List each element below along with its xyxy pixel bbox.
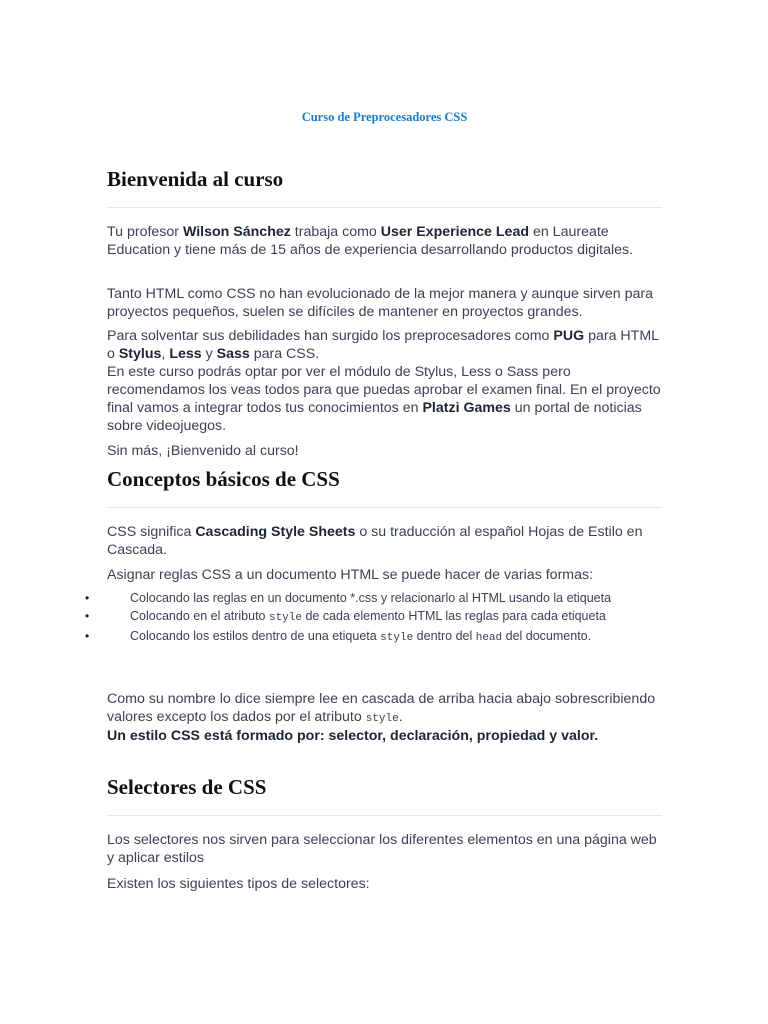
bullet-icon: • (85, 591, 90, 605)
bold-text: Sass (216, 346, 250, 362)
text: Colocando en el atributo (130, 609, 269, 623)
methods-list (85, 590, 662, 648)
list-item (85, 628, 662, 646)
bold-text: Less (169, 346, 202, 362)
text: o su traducción al español Hojas de Estilo en Cascada. (107, 524, 643, 558)
bullet-icon: • (85, 629, 90, 643)
text: , (161, 346, 170, 362)
paragraph-bienvenido: Sin más, ¡Bienvenido al curso! (107, 443, 299, 459)
paragraph-cascada (107, 690, 662, 728)
text: CSS significa (107, 524, 196, 540)
text: En este curso podrás optar por ver el módulo de Stylus, Less o Sass pero recomendamos los veas todos para que puedas aprobar el examen final. En el proyecto final vamos a integrar todos tus conocimientos en (107, 364, 661, 416)
text: del documento. (502, 629, 592, 643)
text: para HTML o (107, 328, 659, 362)
code-text: style (365, 713, 399, 725)
text: para CSS. (249, 346, 320, 362)
text: en Laureate Education y tiene más de 15 años de experiencia desarrollando productos digitales. (107, 224, 634, 258)
text: Para solventar sus debilidades han surgido los preprocesadores como (107, 328, 554, 344)
paragraph-preprocesadores (107, 327, 662, 435)
text: un portal de noticias sobre videojuegos. (107, 400, 642, 434)
text: de cada elemento HTML las reglas para cada etiqueta (302, 609, 606, 623)
code-text: head (475, 632, 503, 644)
paragraph-asignar-reglas: Asignar reglas CSS a un documento HTML se puede hacer de varias formas: (107, 567, 594, 583)
bold-text: Stylus (118, 346, 162, 362)
paragraph-css-significa (107, 523, 662, 559)
paragraph-profesor (107, 223, 662, 259)
section-heading-bienvenida: Bienvenida al curso (107, 167, 662, 208)
text: trabaja como (290, 224, 381, 240)
bold-text: Un estilo CSS está formado por: selector, declaración, propiedad y valor. (107, 728, 599, 744)
bold-text: Wilson Sánchez (182, 224, 291, 240)
text: Colocando los estilos dentro de una etiqueta (130, 629, 381, 643)
text: Como su nombre lo dice siempre lee en cascada de arriba hacia abajo sobrescribiendo valores excepto los dados por el atributo (107, 691, 656, 725)
bold-text: Platzi Games (422, 400, 511, 416)
bold-text: PUG (553, 328, 585, 344)
section-heading-conceptos: Conceptos básicos de CSS (107, 467, 662, 508)
text: dentro del (413, 629, 476, 643)
text: . (398, 709, 403, 725)
list-item (85, 608, 662, 626)
document-title: Curso de Preprocesadores CSS (301, 110, 468, 124)
paragraph-selectores: Los selectores nos sirven para seleccionar los diferentes elementos en una página web y aplicar estilos (107, 832, 657, 866)
bullet-icon: • (85, 609, 90, 623)
section-heading-selectores: Selectores de CSS (107, 775, 662, 816)
bold-text: Cascading Style Sheets (195, 524, 356, 540)
text: y (201, 346, 217, 362)
text: Colocando las reglas en un documento *.css y relacionarlo al HTML usando la etiqueta (130, 591, 612, 605)
list-item (85, 590, 662, 606)
paragraph-tipos-selectores: Existen los siguientes tipos de selectores: (107, 876, 370, 892)
paragraph-html-css: Tanto HTML como CSS no han evolucionado de la mejor manera y aunque sirven para proyectos pequeños, suelen se difíciles de mantener en proyectos grandes. (107, 286, 653, 320)
paragraph-estilo-formado (107, 727, 662, 745)
code-text: style (380, 632, 414, 644)
text: Tu profesor (107, 224, 183, 240)
code-text: style (268, 612, 302, 624)
bold-text: User Experience Lead (380, 224, 530, 240)
